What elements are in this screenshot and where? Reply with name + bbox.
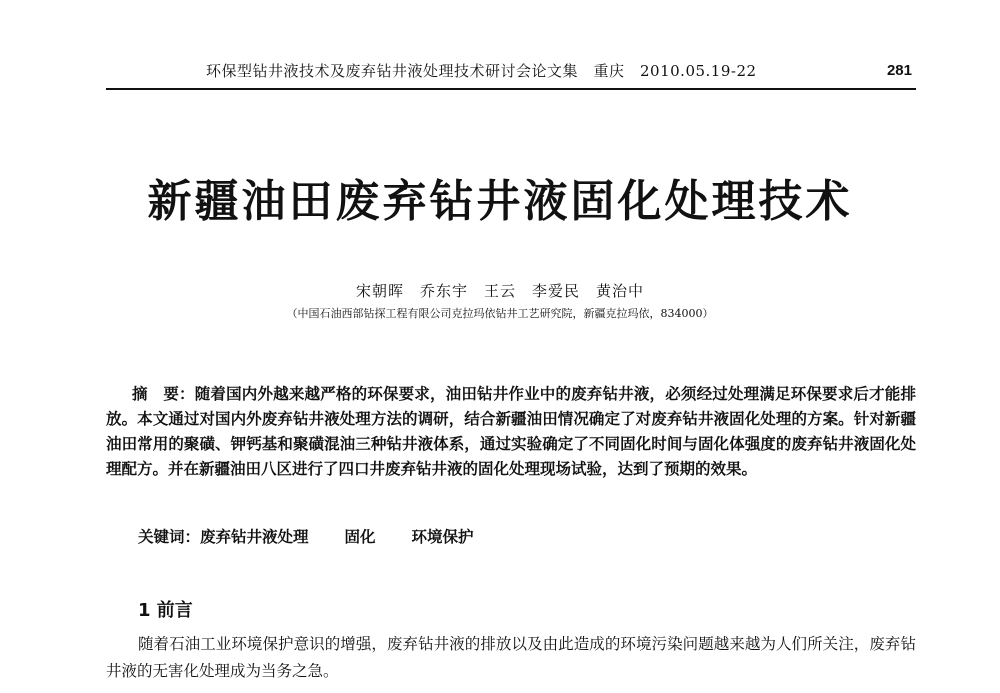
body-paragraph: 随着石油工业环境保护意识的增强，废弃钻井液的排放以及由此造成的环境污染问题越来越为人们所关注，废弃钻井液的无害化处理成为当务之急。	[106, 635, 916, 680]
keyword: 环境保护	[411, 527, 474, 546]
keywords	[138, 524, 838, 549]
abstract-label: 摘 要：	[132, 384, 195, 403]
abstract	[106, 381, 916, 481]
author-list: 宋朝晖 乔东宇 王云 李爱民 黄治中	[355, 282, 644, 300]
paper-title: 新疆油田废弃钻井液固化处理技术	[147, 176, 853, 227]
header-rule	[106, 88, 916, 90]
running-header	[106, 58, 912, 84]
page-number: 281	[886, 62, 912, 79]
section-heading: 1 前言	[138, 600, 193, 621]
conference-header: 环保型钻井液技术及废弃钻井液处理技术研讨会论文集 重庆 2010.05.19-22	[206, 62, 757, 80]
abstract-text: 随着国内外越来越严格的环保要求，油田钻井作业中的废弃钻井液，必须经过处理满足环保要求后才能排放。本文通过对国内外废弃钻井液处理方法的调研，结合新疆油田情况确定了对废弃钻井液固化处理的方案。针对新疆油田常用的聚磺、钾钙基和聚磺混油三种钻井液体系，通过实验确定了不同固化时间与固化体强度的废弃钻井液固化处理配方。并在新疆油田八区进行了四口井废弃钻井液的固化处理现场试验，达到了预期的效果。	[106, 384, 916, 478]
affiliation: （中国石油西部钻探工程有限公司克拉玛依钻井工艺研究院，新疆克拉玛依，834000）	[286, 307, 714, 320]
keyword: 废弃钻井液处理	[200, 527, 309, 546]
keywords-label: 关键词：	[138, 527, 201, 546]
keyword: 固化	[344, 527, 376, 546]
